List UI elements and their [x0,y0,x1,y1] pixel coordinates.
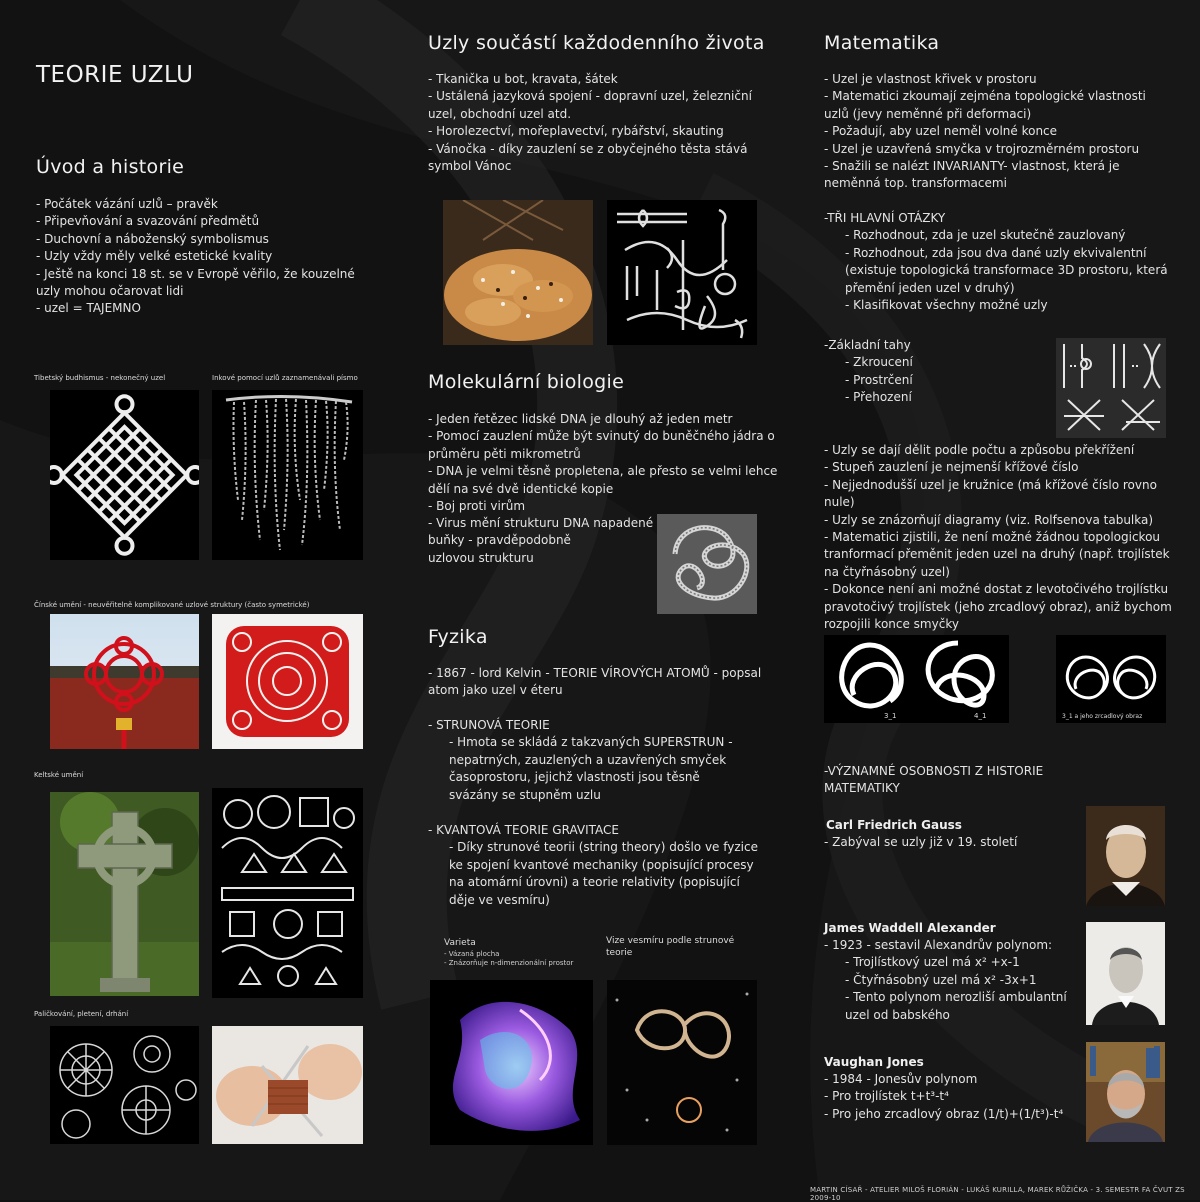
questions-title: -TŘI HLAVNÍ OTÁZKY [824,211,946,225]
celtic-caption: Keltské umění [34,771,84,779]
chinese-caption: Čínské umění - neuvěřitelně komplikované uzlové struktury (často symetrické) [34,601,310,609]
moves-title: -Základní tahy [824,338,911,352]
math-fact: - Uzly se dají dělit podle počtu a způsobu překřížení [824,443,1135,457]
christmas-bread-image [443,200,593,345]
question-item: - Rozhodnout, zda je uzel skutečně zauzlovaný [845,228,1126,243]
math-fact: - Stupeň zauzlení je nejmenší křížové číslo [824,460,1079,475]
dna-knot-image [657,514,757,614]
variety-note: - Znázorňuje n-dimenzionální prostor [444,959,574,967]
string-theory-title: - STRUNOVÁ TEORIE [428,718,550,732]
math-intro-list [824,71,1174,193]
people-title: -VÝZNAMNÉ OSOBNOSTI Z HISTORIE MATEMATIKY [824,764,1044,796]
gauss-portrait [1086,806,1165,906]
math-item: - Snažili se nalézt INVARIANTY- vlastnost, která je neměnná top. transformacemi [824,159,1120,191]
knot-label-mirror: 3_1 a jeho zrcadlový obraz [1062,713,1143,720]
knot-label-figure8: 4_1 [974,712,987,720]
jones-portrait [1086,1042,1165,1142]
move-item: - Přehození [845,390,912,405]
virus-line: - Virus mění strukturu DNA napadené [428,516,654,530]
tibet-caption: Tibetský budhismus - nekonečný uzel [34,374,166,382]
everyday-item: - Tkanička u bot, kravata, šátek [428,72,618,86]
jones-year: - 1984 - Jonesův polynom [824,1072,978,1086]
alexander-trefoil: - Trojlístkový uzel má x² +x-1 [845,955,1020,970]
math-item: - Uzel je vlastnost křivek v prostoru [824,72,1037,86]
math-fact: - Matematici zjistili, že není možné žádnou topologickou tranformací přeměnit jeden uzel na druhý (např. trojlístek na čtyřnásobný uzel) [824,530,1170,579]
math-item: - Uzel je uzavřená smyčka v trojrozměrném prostoru [824,141,1140,156]
intro-item: - uzel = TAJEMNO [36,301,141,316]
molecular-item: - Jeden řetězec lidské DNA je dlouhý až jeden metr [428,412,733,426]
virus-line: uzlovou strukturu [428,550,534,565]
molecular-item: - Pomocí zauzlení může být svinutý do buněčného jádra o průměru pěti mikrometrů [428,429,775,461]
move-item: - Zkroucení [845,355,913,370]
jones-block [824,1071,1084,1123]
red-knotwork-image [212,614,363,749]
celtic-knot-patterns-image [212,788,363,998]
virus-line: buňky - pravděpodobně [428,533,571,548]
math-facts [824,442,1174,633]
intro-item: - Duchovní a náboženský symbolismus [36,231,269,246]
intro-item: - Počátek vázání uzlů – pravěk [36,197,218,211]
endless-knot-image [50,390,199,560]
quantum-gravity-title: - KVANTOVÁ TEORIE GRAVITACE [428,823,619,837]
alexander-name: James Waddell Alexander [824,921,996,935]
everyday-heading: Uzly součástí každodenního života [428,32,765,54]
calabi-yau-image [430,980,593,1145]
alexander-figure8: - Čtyřnásobný uzel má x² -3x+1 [845,972,1037,987]
jones-name: Vaughan Jones [824,1055,924,1069]
intro-item: - Připevňování a svazování předmětů [36,214,260,229]
lace-caption: Paličkování, pletení, drhání [34,1010,129,1018]
molecular-heading: Molekulární biologie [428,371,625,393]
intro-list [36,196,376,318]
math-moves [824,337,1024,407]
molecular-item: - Boj proti virům [428,499,526,514]
inca-caption: Inkové pomocí uzlů zaznamenávali písmo [212,374,358,382]
inca-quipu-image [212,390,363,560]
math-questions [824,210,1174,314]
intro-heading: Úvod a historie [36,156,185,178]
universe-strings-image [607,980,757,1145]
knitting-image [212,1026,363,1144]
everyday-item: - Ustálená jazyková spojení - dopravní uzel, železniční uzel, obchodní uzel atd. [428,89,752,121]
string-theory-body: - Hmota se skládá z takzvaných SUPERSTRUN - nepatrných, zauzlených a uzavřených smyček časoprostoru, jejichž vlastnosti jsou těsně svázány se stupněm uzlu [449,735,733,802]
sailor-knots-image [607,200,757,345]
chinese-knot-image [50,614,199,749]
knot-label-trefoil: 3_1 [884,712,897,720]
alexander-portrait [1086,922,1165,1025]
alexander-block [824,937,1074,1024]
gauss-name: Carl Friedrich Gauss [826,818,962,832]
variety-title: Varieta [444,938,476,948]
math-fact: - Dokonce není ani možné dostat z levotočivého trojlístku pravotočivý trojlístek (jeho zrcadlový obraz), aniž bychom rozpojili konce smyčky [824,582,1172,632]
math-item: - Matematici zkoumají zejména topologické vlastnosti uzlů (jevy neměnné při deformaci) [824,89,1146,121]
knot-diagrams-image [824,635,1009,723]
everyday-item: - Horolezectví, mořeplavectví, rybářství, skauting [428,124,724,139]
molecular-list [428,411,778,515]
lace-image [50,1026,199,1144]
variety-note: - Vázaná plocha [444,950,500,958]
molecular-item: - DNA je velmi těsně propletena, ale přesto se velmi lehce dělí na své dvě identické kopie [428,464,778,496]
reidemeister-moves-image [1056,338,1166,438]
everyday-item: - Vánočka - díky zauzlení se z obyčejného těsta stává symbol Vánoc [428,141,748,174]
question-item: - Klasifikovat všechny možné uzly [845,298,1048,313]
everyday-list [428,71,778,175]
question-item: - Rozhodnout, zda jsou dva dané uzly ekvivalentní (existuje topologická transformace 3D prostoru, která přemění jeden uzel v druhý) [845,245,1168,295]
physics-heading: Fyzika [428,626,488,648]
poster-title: TEORIE UZLU [36,62,194,88]
variety-notes [444,950,573,968]
alexander-note: - Tento polynom nerozliší ambulantní uzel od babského [845,990,1067,1022]
quantum-gravity-body: - Díky strunové teorii (string theory) došlo ve fyzice ke spojení kvantové mechaniky (popisující procesy na atomární úrovni) a teorie relativity (popisující děje ve vesmíru) [449,840,758,907]
jones-trefoil: - Pro trojlístek t+t³-t⁴ [824,1089,949,1104]
math-fact: - Nejjednodušší uzel je kružnice (má křížové číslo rovno nule) [824,477,1157,510]
footer-credits: MARTIN CÍSAŘ - ATELIER MILOŠ FLORIÁN - LUKÁŠ KURILLA, MAREK RŮŽIČKA - 3. SEMESTR FA ČVUT ZS 2009-10 [810,1186,1185,1202]
math-item: - Požadují, aby uzel neměl volné konce [824,124,1058,139]
quantum-gravity-block [428,822,778,909]
string-theory-block [428,717,778,804]
math-fact: - Uzly se znázorňují diagramy (viz. Rolfsenova tabulka) [824,512,1154,527]
intro-item: - Uzly vždy měly velké estetické kvality [36,249,273,264]
celtic-cross-image [50,792,199,996]
alexander-intro: - 1923 - sestavil Alexandrův polynom: [824,938,1053,952]
gauss-text: - Zabýval se uzly již v 19. století [824,835,1018,849]
physics-kelvin: - 1867 - lord Kelvin - TEORIE VÍROVÝCH ATOMŮ - popsal atom jako uzel v éteru [428,666,762,698]
universe-caption: Vize vesmíru podle strunové teorie [606,936,735,958]
intro-item: - Ještě na konci 18 st. se v Evropě věřilo, že kouzelné uzly mohou očarovat lidi [36,266,355,299]
trefoil-mirror-image [1056,635,1166,723]
move-item: - Prostrčení [845,372,913,387]
virus-text [428,515,658,567]
jones-mirror: - Pro jeho zrcadlový obraz (1/t)+(1/t³)-t⁴ [824,1106,1064,1121]
math-heading: Matematika [824,32,940,54]
